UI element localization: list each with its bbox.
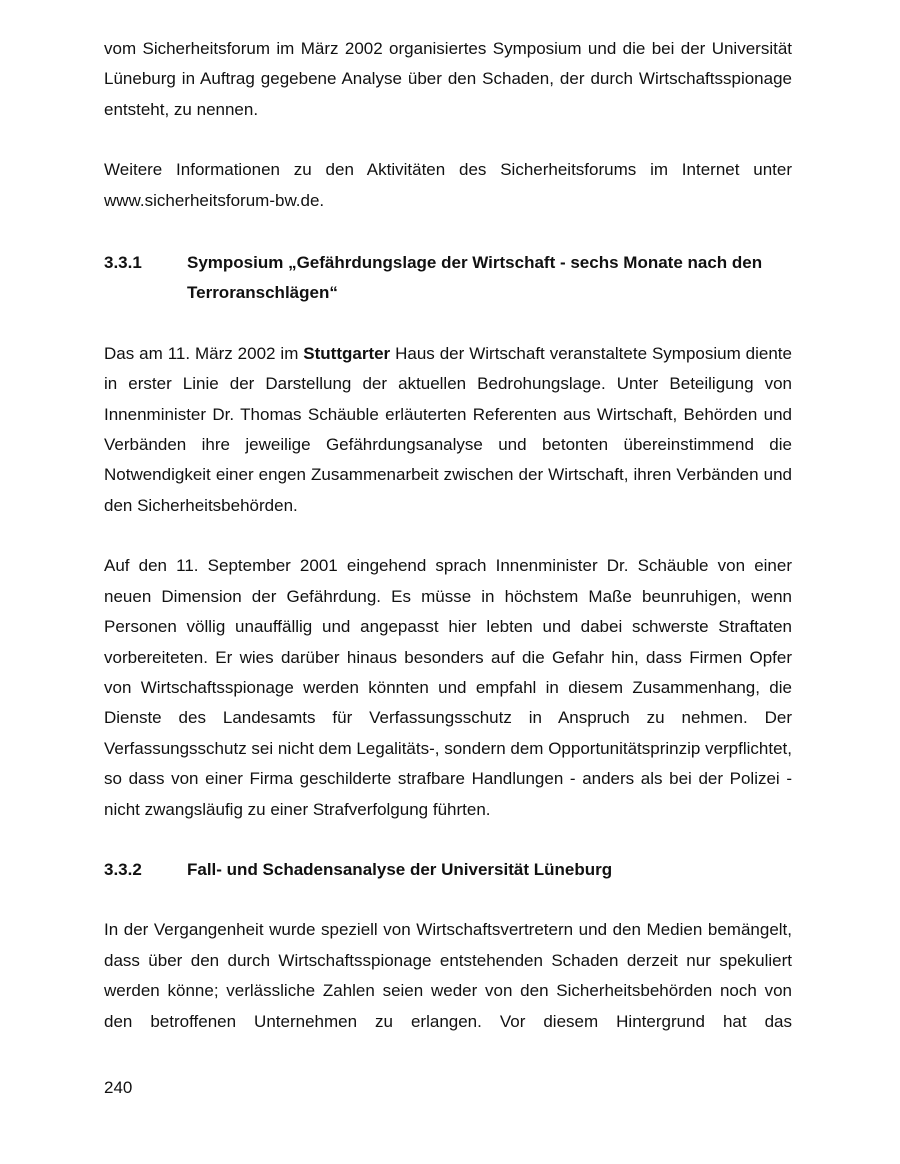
section-heading-3-3-1: [104, 248, 792, 309]
paragraph-symposium: Das am 11. März 2002 im Stuttgarter Haus der Wirtschaft veranstaltete Symposium diente in erster Linie der Darstellung der aktuellen Bedrohungslage. Unter Beteiligung von Innenminister Dr. Thomas Schäuble erläuterten Referenten aus Wirtschaft, Behörden und Verbänden ihre jeweilige Gefährdungsanalyse und betonten übereinstimmend die Notwendigkeit einer engen Zusammenarbeit zwischen der Wirtschaft, ihren Verbänden und den Sicherheitsbehörden.: [104, 343, 792, 515]
paragraph-september: Auf den 11. September 2001 eingehend sprach Innenminister Dr. Schäuble von einer neuen Dimension der Gefährdung. Es müsse in höchstem Maße beunruhigen, wenn Personen völlig unauffällig und angepasst hier lebten und dabei schwerste Straftaten vorbereiteten. Er wies darüber hinaus besonders auf die Gefahr hin, dass Firmen Opfer von Wirtschaftsspionage werden könnten und empfahl in diesem Zusammenhang, die Dienste des Landesamts für Verfassungsschutz in Anspruch zu nehmen. Der Verfassungsschutz sei nicht dem Legalitäts-, sondern dem Opportunitätsprinzip verpflichtet, so dass von einer Firma geschilderte strafbare Handlungen - anders als bei der Polizei - nicht zwangsläufig zu einer Strafverfolgung führten.: [104, 556, 792, 819]
paragraph-further-info: Weitere Informationen zu den Aktivitäten des Sicherheitsforums im Internet unter www.sicherheitsforum-bw.de.: [104, 160, 792, 210]
section-heading-3-3-2: [104, 855, 792, 885]
paragraph-analysis: In der Vergangenheit wurde speziell von Wirtschaftsvertretern und den Medien bemängelt, dass über den durch Wirtschaftsspionage entstehenden Schaden derzeit nur spekuliert werden könne; verlässliche Zahlen seien weder von den Sicherheitsbehörden noch von den betroffenen Unternehmen zu erlangen. Vor diesem Hintergrund hat das: [104, 920, 792, 1031]
section-title: Symposium „Gefährdungslage der Wirtschaft - sechs Monate nach den Terroranschlägen“: [187, 253, 763, 303]
section-number: 3.3.2: [104, 859, 142, 879]
paragraph-intro: vom Sicherheitsforum im März 2002 organisiertes Symposium und die bei der Universität Lüneburg in Auftrag gegebene Analyse über den Schaden, der durch Wirtschaftsspionage entsteht, zu nennen.: [104, 39, 792, 119]
section-number: 3.3.1: [104, 253, 142, 273]
bold-text: Stuttgarter: [303, 343, 391, 363]
page-number: 240: [104, 1078, 133, 1097]
section-title: Fall- und Schadensanalyse der Universität Lüneburg: [187, 859, 613, 879]
document-page: [104, 34, 792, 1037]
